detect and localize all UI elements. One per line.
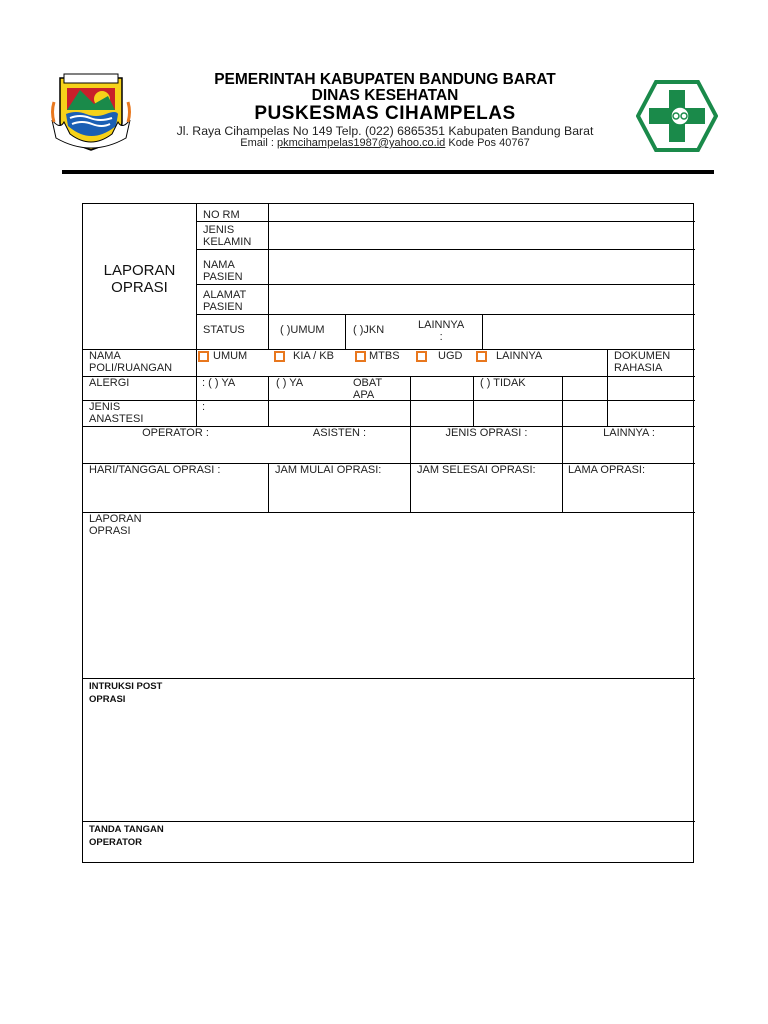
regency-emblem-logo [50,72,132,154]
tanda-tangan-field[interactable] [203,822,694,862]
jenis-anastesi-label: JENIS ANASTESI [89,401,144,425]
jenis-kelamin-label: JENIS KELAMIN [203,224,252,248]
poli-ruangan-label: NAMA POLI/RUANGAN [89,350,173,374]
grid-line [83,512,695,513]
grid-line [83,376,695,377]
poli-lainnya-label: LAINNYA [496,350,543,362]
grid-line [562,376,563,512]
jenis-anastesi-field[interactable] [207,401,694,426]
status-lainnya-field[interactable] [483,315,694,349]
poli-ugd-checkbox[interactable] [416,351,427,362]
operation-report-form [82,203,694,863]
no-rm-label: NO RM [203,209,240,221]
grid-line [83,678,695,679]
intruksi-post-oprasi-field[interactable] [84,709,694,821]
alergi-ya-option-2[interactable]: ( ) YA [276,377,304,389]
grid-line [345,314,346,349]
alergi-tidak-option[interactable]: ( ) TIDAK [480,377,526,389]
jam-mulai-label: JAM MULAI OPRASI: [275,464,382,476]
status-jkn-option[interactable]: ( )JKN [353,324,385,336]
poli-kia-kb-label: KIA / KB [293,350,334,362]
asisten-label: ASISTEN : [312,427,367,439]
postal-code: Kode Pos 40767 [445,137,530,149]
header-department-name: DINAS KESEHATAN [311,87,459,104]
email-label: Email : [240,137,277,149]
puskesmas-logo [636,80,718,152]
dokumen-rahasia-label: DOKUMEN RAHASIA [614,350,671,374]
status-lainnya-option[interactable]: LAINNYA : [418,319,465,343]
email-link[interactable]: pkmcihampelas1987@yahoo.co.id [276,137,446,149]
jam-selesai-label: JAM SELESAI OPRASI: [417,464,536,476]
nama-pasien-label: NAMA PASIEN [203,259,243,283]
alergi-ya-option[interactable]: : ( ) YA [202,377,236,389]
poli-mtbs-checkbox[interactable] [355,351,366,362]
jenis-oprasi-label: JENIS OPRASI : [445,427,528,439]
status-label: STATUS [203,324,245,336]
poli-umum-checkbox[interactable] [198,351,209,362]
form-title: LAPORAN OPRASI [103,262,176,296]
poli-kia-kb-checkbox[interactable] [274,351,285,362]
poli-umum-label: UMUM [213,350,248,362]
grid-line [196,204,197,426]
hari-tanggal-label: HARI/TANGGAL OPRASI : [89,464,221,476]
header-divider [62,170,714,174]
lama-oprasi-label: LAMA OPRASI: [568,464,646,476]
obat-apa-label: OBAT APA [353,377,383,401]
laporan-oprasi-field[interactable] [84,540,694,678]
alergi-label: ALERGI [89,377,130,389]
obat-apa-field[interactable] [411,377,473,400]
operator-label: OPERATOR : [142,427,209,439]
tanda-tangan-operator-label: TANDA TANGAN OPERATOR [89,824,164,848]
alamat-pasien-label: ALAMAT PASIEN [203,289,247,313]
intruksi-post-oprasi-label: INTRUKSI POST OPRASI [89,681,163,705]
grid-line [268,463,269,512]
jenis-anastesi-colon: : [202,401,206,413]
header-government-name: PEMERINTAH KABUPATEN BANDUNG BARAT [214,71,556,88]
jenis-kelamin-field[interactable] [269,222,694,249]
no-rm-field[interactable] [269,205,694,221]
header-address: Jl. Raya Cihampelas No 149 Telp. (022) 6865351 Kabupaten Bandung Barat [176,124,594,138]
alamat-pasien-field[interactable] [269,285,694,314]
poli-ugd-label: UGD [438,350,463,362]
nama-pasien-field[interactable] [269,250,694,284]
poli-lainnya-checkbox[interactable] [476,351,487,362]
lainnya-label: LAINNYA : [603,427,655,439]
laporan-oprasi-label: LAPORAN OPRASI [89,513,142,537]
poli-mtbs-label: MTBS [369,350,400,362]
header-facility-name: PUSKESMAS CIHAMPELAS [254,103,516,124]
header-contact [160,137,610,149]
status-umum-option[interactable]: ( )UMUM [280,324,325,336]
